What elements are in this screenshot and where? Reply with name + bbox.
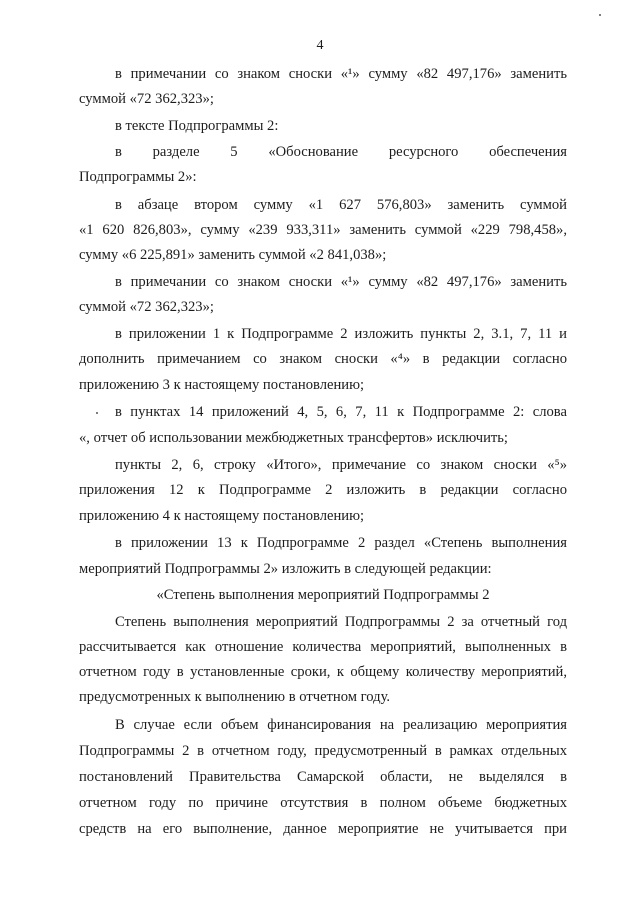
text-line: отчетном году в установленные сроки, к общему количеству мероприятий,	[79, 664, 567, 680]
text-line: постановлений Правительства Самарской области, не выделялся в	[79, 769, 567, 785]
text-line: средств на его выполнение, данное мероприятие не учитывается при	[79, 821, 567, 837]
text-line: в абзаце втором сумму «1 627 576,803» заменить суммой	[115, 197, 567, 213]
text-line: отчетном году по причине отсутствия в полном объеме бюджетных	[79, 795, 567, 811]
scan-speck	[599, 14, 601, 16]
text-line: мероприятий Подпрограммы 2» изложить в следующей редакции:	[79, 561, 492, 577]
text-line: в разделе 5 «Обоснование ресурсного обеспечения	[115, 144, 567, 160]
scan-speck	[96, 412, 98, 414]
text-line: приложению 3 к настоящему постановлению;	[79, 377, 365, 393]
page-number: 4	[316, 38, 324, 53]
text-line: в примечании со знаком сноски «¹» сумму «82 497,176» заменить	[115, 66, 567, 82]
text-line: Подпрограммы 2»:	[79, 169, 197, 185]
text-line: в примечании со знаком сноски «¹» сумму «82 497,176» заменить	[115, 274, 567, 290]
text-line: в пунктах 14 приложений 4, 5, 6, 7, 11 к Подпрограмме 2: слова	[115, 404, 567, 420]
text-line: «1 620 826,803», сумму «239 933,311» заменить суммой «229 798,458»,	[79, 222, 567, 238]
text-line: дополнить примечанием со знаком сноски «⁴» в редакции согласно	[79, 351, 567, 367]
text-line: суммой «72 362,323»;	[79, 299, 214, 315]
text-line: В случае если объем финансирования на реализацию мероприятия	[115, 717, 567, 733]
text-line: приложения 12 к Подпрограмме 2 изложить в редакции согласно	[79, 482, 567, 498]
text-line: Подпрограммы 2 в отчетном году, предусмотренный в рамках отдельных	[79, 743, 567, 759]
text-line: Степень выполнения мероприятий Подпрограммы 2 за отчетный год	[115, 614, 567, 630]
text-line: приложению 4 к настоящему постановлению;	[79, 508, 365, 524]
text-line: суммой «72 362,323»;	[79, 91, 214, 107]
text-line: «, отчет об использовании межбюджетных трансфертов» исключить;	[79, 430, 508, 446]
text-line: пункты 2, 6, строку «Итого», примечание со знаком сноски «⁵»	[115, 457, 567, 473]
text-line: в тексте Подпрограммы 2:	[115, 118, 279, 134]
text-line: в приложении 13 к Подпрограмме 2 раздел «Степень выполнения	[115, 535, 567, 551]
section-heading: «Степень выполнения мероприятий Подпрограммы 2	[156, 587, 490, 603]
text-line: рассчитывается как отношение количества мероприятий, выполненных в	[79, 639, 567, 655]
text-line: предусмотренных к выполнению в отчетном году.	[79, 689, 391, 705]
text-line: в приложении 1 к Подпрограмме 2 изложить пункты 2, 3.1, 7, 11 и	[115, 326, 567, 342]
text-line: сумму «6 225,891» заменить суммой «2 841,038»;	[79, 247, 387, 263]
